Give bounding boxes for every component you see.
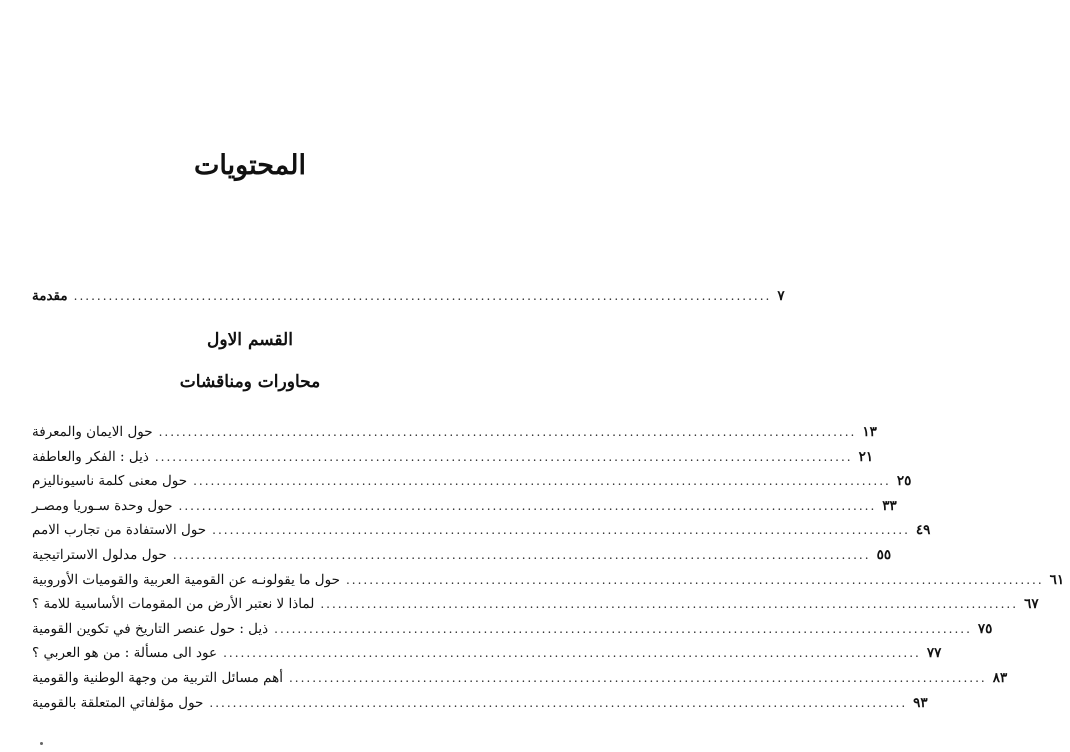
toc-entry-label: أهم مسائل التربية من وجهة الوطنية والقومية <box>32 670 283 686</box>
dot-leader: ........................................................................................................................ <box>73 289 772 303</box>
dot-leader: ........................................................................................................................ <box>154 449 853 464</box>
dot-leader: ........................................................................................................................ <box>223 646 921 661</box>
dot-leader: ........................................................................................................................ <box>320 597 1019 612</box>
toc-entry <box>32 620 993 643</box>
dot-leader: ........................................................................................................................ <box>274 621 972 636</box>
toc-entry-label: عود الى مسألة : من هو العربي ؟ <box>32 645 218 662</box>
toc-entry-page: ٢٥ <box>896 473 912 490</box>
toc-entry-label: حول معنى كلمة ناسيوناليزم <box>32 473 188 490</box>
toc-entry <box>32 694 928 717</box>
toc-entry <box>32 424 877 446</box>
toc-entry <box>32 473 912 495</box>
page-speck <box>40 742 43 745</box>
dot-leader: ........................................................................................................................ <box>345 572 1044 587</box>
toc-entry-label: حول الايمان والمعرفة <box>32 424 153 440</box>
toc-entry-page: ٥٥ <box>876 547 892 563</box>
dot-leader: ........................................................................................................................ <box>172 548 871 562</box>
toc-entry <box>32 497 897 520</box>
dot-leader: ........................................................................................................................ <box>158 425 857 439</box>
toc-entry-label: حول مؤلفاتي المتعلقة بالقومية <box>32 694 204 711</box>
toc-entry-page: ٧٥ <box>977 620 993 637</box>
toc-entry-intro <box>32 288 785 310</box>
dot-leader: ........................................................................................................................ <box>288 671 987 685</box>
toc-entry-label: حول وحدة سـوريا ومصـر <box>32 497 173 514</box>
toc-entry-label: حول الاستفادة من تجارب الامم <box>32 522 207 539</box>
toc-entry <box>32 448 874 471</box>
toc-entry <box>32 596 1039 618</box>
toc-entry-label: حول ما يقولونـه عن القومية العربية والقوميات الأوروبية <box>32 571 340 588</box>
toc-entry-page: ٧ <box>777 288 785 304</box>
toc-entry-page: ٤٩ <box>915 522 931 539</box>
toc-entry-label: حول مدلول الاستراتيجية <box>32 547 167 563</box>
toc-entry <box>32 522 931 544</box>
section-subtitle: محاورات ومناقشات <box>179 372 321 392</box>
toc-entry-page: ٧٧ <box>926 645 942 662</box>
toc-entry <box>32 645 942 667</box>
toc-entry-page: ٢١ <box>858 448 874 465</box>
page-title: المحتويات <box>193 150 307 181</box>
toc-entry-label: لماذا لا نعتبر الأرض من المقومات الأساسية للامة ؟ <box>32 596 315 613</box>
toc-entry <box>32 670 1008 692</box>
toc-entry <box>32 547 892 569</box>
toc-entry-label: ذيل : الفكر والعاطفة <box>32 448 149 465</box>
toc-entry-page: ٩٣ <box>913 694 928 711</box>
dot-leader: ........................................................................................................................ <box>178 498 877 513</box>
toc-entry-page: ٣٣ <box>882 497 897 514</box>
dot-leader: ........................................................................................................................ <box>212 523 910 538</box>
dot-leader: ........................................................................................................................ <box>209 695 908 710</box>
toc-entry-label: ذيل : حول عنصر التاريخ في تكوين القومية <box>32 620 269 637</box>
dot-leader: ........................................................................................................................ <box>193 474 891 489</box>
toc-entry-page: ٦٧ <box>1024 596 1039 613</box>
toc-entry-label: مقدمة <box>32 288 68 304</box>
toc-entry <box>32 571 1065 594</box>
toc-entry-page: ٨٣ <box>992 670 1008 686</box>
toc-entry-page: ١٣ <box>862 424 877 440</box>
part-title: القسم الاول <box>207 330 293 350</box>
toc-entry-page: ٦١ <box>1049 571 1065 588</box>
